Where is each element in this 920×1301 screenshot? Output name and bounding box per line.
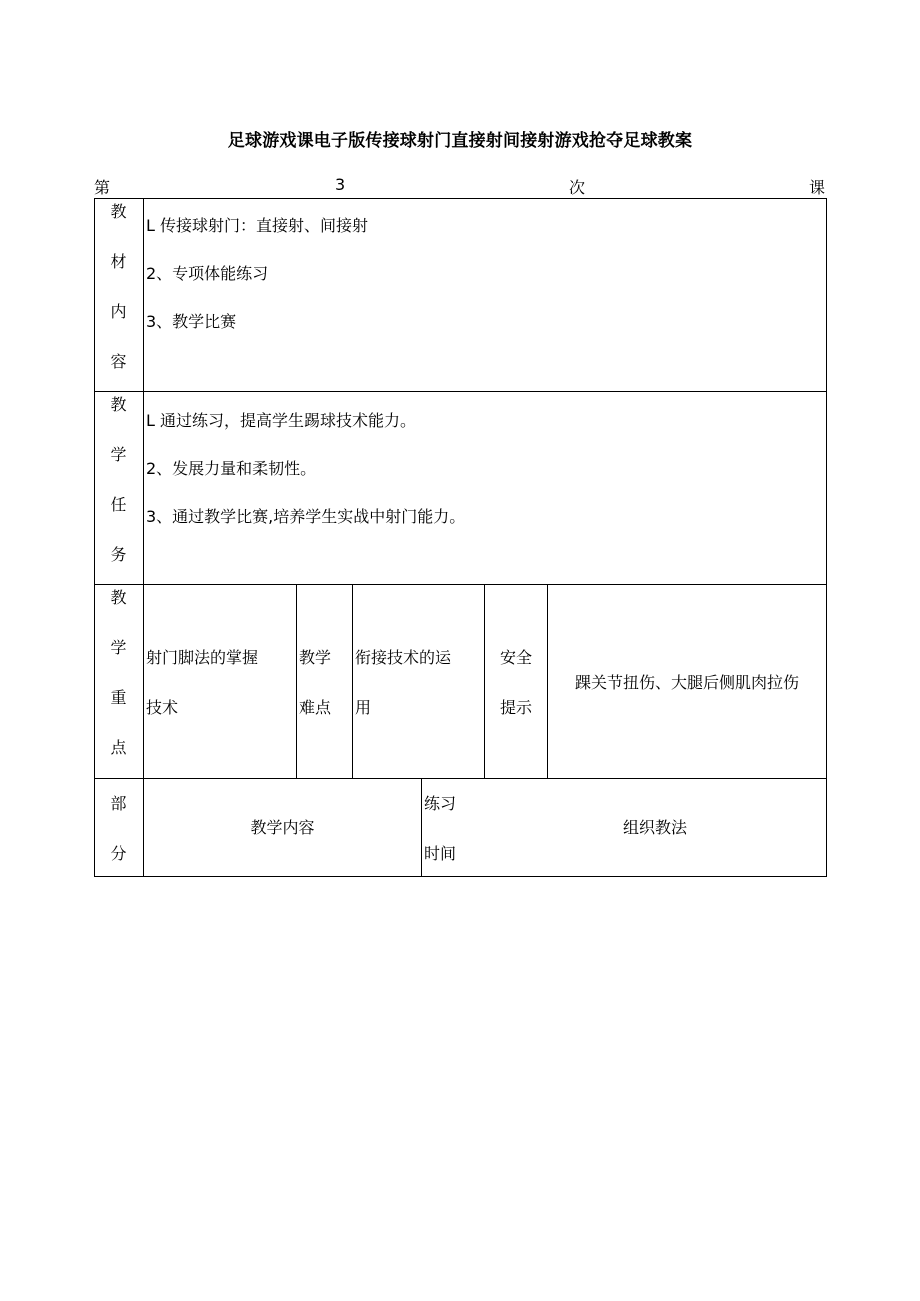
key-points-line-1: 射门脚法的掌握 — [146, 648, 259, 667]
difficulty-line-1: 衔接技术的运 — [355, 648, 452, 667]
lesson-suffix: 课 — [809, 178, 826, 197]
lesson-ci: 次 — [569, 178, 586, 197]
tasks-line-1: L 通过练习，提高学生踢球技术能力。 — [146, 411, 417, 430]
practice-time-header-line-1: 练习 — [424, 794, 457, 813]
document-title: 足球游戏课电子版传接球射门直接射间接射游戏抢夺足球教案 — [227, 131, 693, 151]
tasks-line-3: 3、通过教学比赛,培养学生实战中射门能力。 — [146, 507, 466, 526]
safety-label-line-2: 提示 — [499, 698, 532, 717]
difficulty-label-line-1: 教学 — [299, 648, 332, 667]
key-points-line-2: 技术 — [146, 698, 179, 717]
difficulty-line-2: 用 — [355, 698, 372, 717]
lesson-number-line — [94, 175, 827, 197]
difficulty-label-line-2: 难点 — [299, 698, 332, 717]
safety-tips: 踝关节扭伤、大腿后侧肌肉拉伤 — [574, 673, 799, 692]
organization-method-header: 组织教法 — [622, 818, 687, 837]
materials-line-1: L 传接球射门：直接射、间接射 — [146, 216, 369, 235]
materials-label: 教 材 内 容 — [110, 202, 127, 371]
tasks-label: 教 学 任 务 — [110, 395, 127, 564]
part-label: 部 分 — [110, 794, 127, 863]
materials-line-2: 2、专项体能练习 — [146, 264, 269, 283]
teaching-content-header: 教学内容 — [250, 818, 315, 837]
focus-label: 教 学 重 点 — [110, 588, 127, 757]
materials-line-3: 3、教学比赛 — [146, 312, 237, 331]
lesson-prefix: 第 — [94, 178, 111, 197]
practice-time-header-line-2: 时间 — [424, 844, 457, 863]
lesson-number: 3 — [335, 175, 346, 194]
safety-label-line-1: 安全 — [499, 648, 532, 667]
tasks-line-2: 2、发展力量和柔韧性。 — [146, 459, 317, 478]
